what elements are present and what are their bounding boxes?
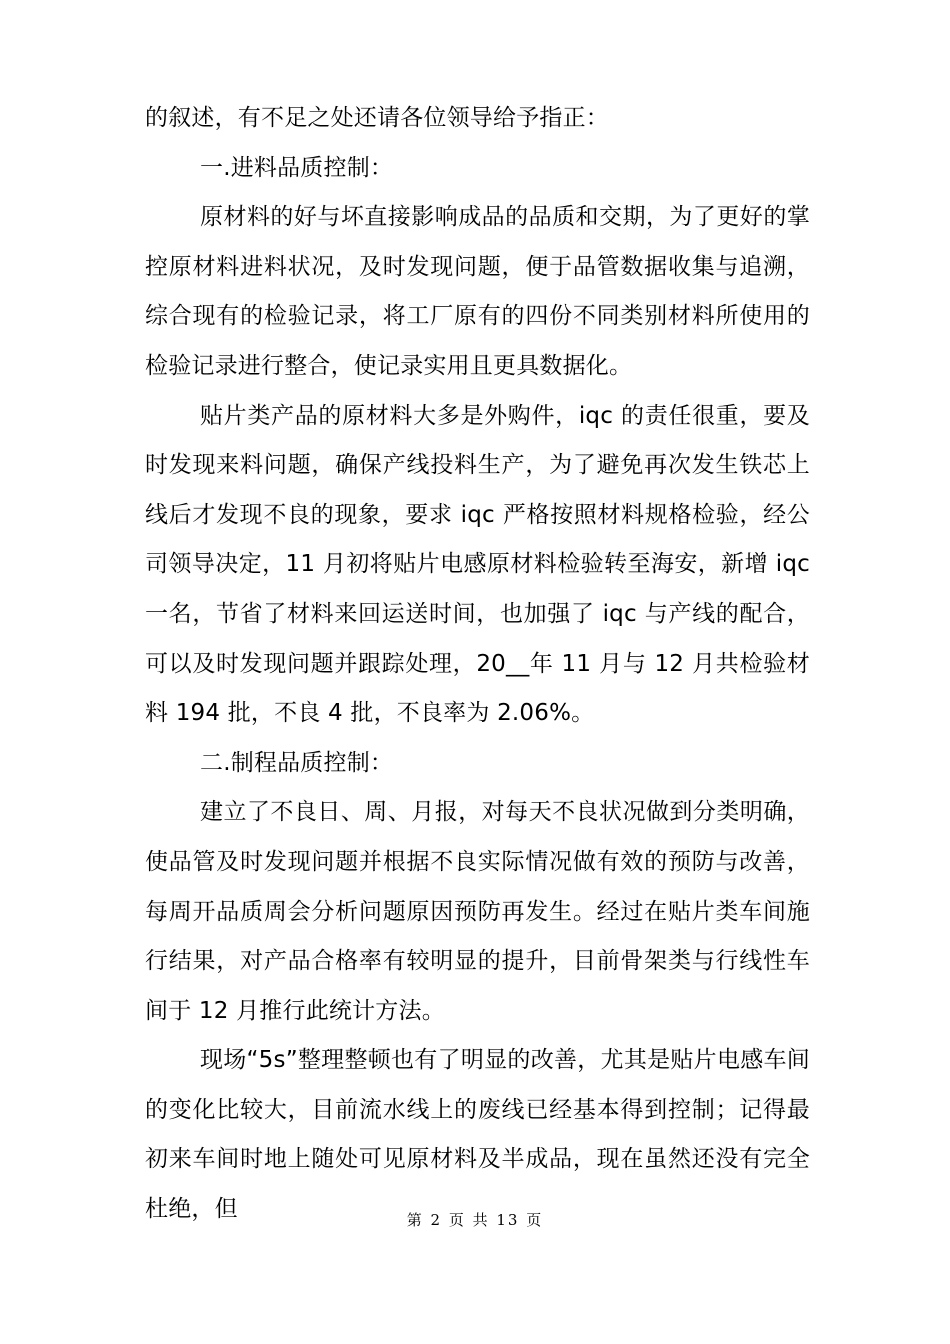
heading-process-quality-control: 二.制程品质控制： [200,749,394,776]
paragraph-defect-reports: 建立了不良日、周、月报，对每天不良状况做到分类明确，使品管及时发现问题并根据不良实际情况做有效的预防与改善，每周开品质周会分析问题原因预防再发生。经过在贴片类车间施行结果，对产品合格率有较明显的提升，目前骨架类与行线性车间于 12 月推行此统计方法。 [145,799,810,1024]
paragraph-5s-improvement: 现场“5s”整理整顿也有了明显的改善，尤其是贴片电感车间的变化比较大，目前流水线上的废线已经基本得到控制；记得最初来车间时地上随处可见原材料及半成品，现在虽然还没有完全杜绝，但 [145,1047,810,1223]
page-footer: 第 2 页 共 13 页 [406,1211,544,1229]
paragraph-raw-materials: 原材料的好与坏直接影响成品的品质和交期，为了更好的掌控原材料进料状况，及时发现问题，便于品管数据收集与追溯，综合现有的检验记录，将工厂原有的四份不同类别材料所使用的检验记录进行整合，使记录实用且更具数据化。 [145,204,810,379]
paragraph-intro-continued: 的叙述，有不足之处还请各位领导给予指正： [145,105,609,131]
document-body [145,94,810,1235]
paragraph-smd-materials-iqc: 贴片类产品的原材料大多是外购件，iqc 的责任很重，要及时发现来料问题，确保产线投料生产，为了避免再次发生铁芯上线后才发现不良的现象，要求 iqc 严格按照材料规格检验，经公司领导决定，11 月初将贴片电感原材料检验转至海安，新增 iqc 一名，节省了材料来回运送时间，也加强了 iqc 与产线的配合，可以及时发现问题并跟踪处理，20__年 11 月与 12 月共检验材料 194 批，不良 4 批，不良率为 2.06%。 [145,402,810,727]
heading-incoming-quality-control: 一.进料品质控制： [200,154,394,181]
